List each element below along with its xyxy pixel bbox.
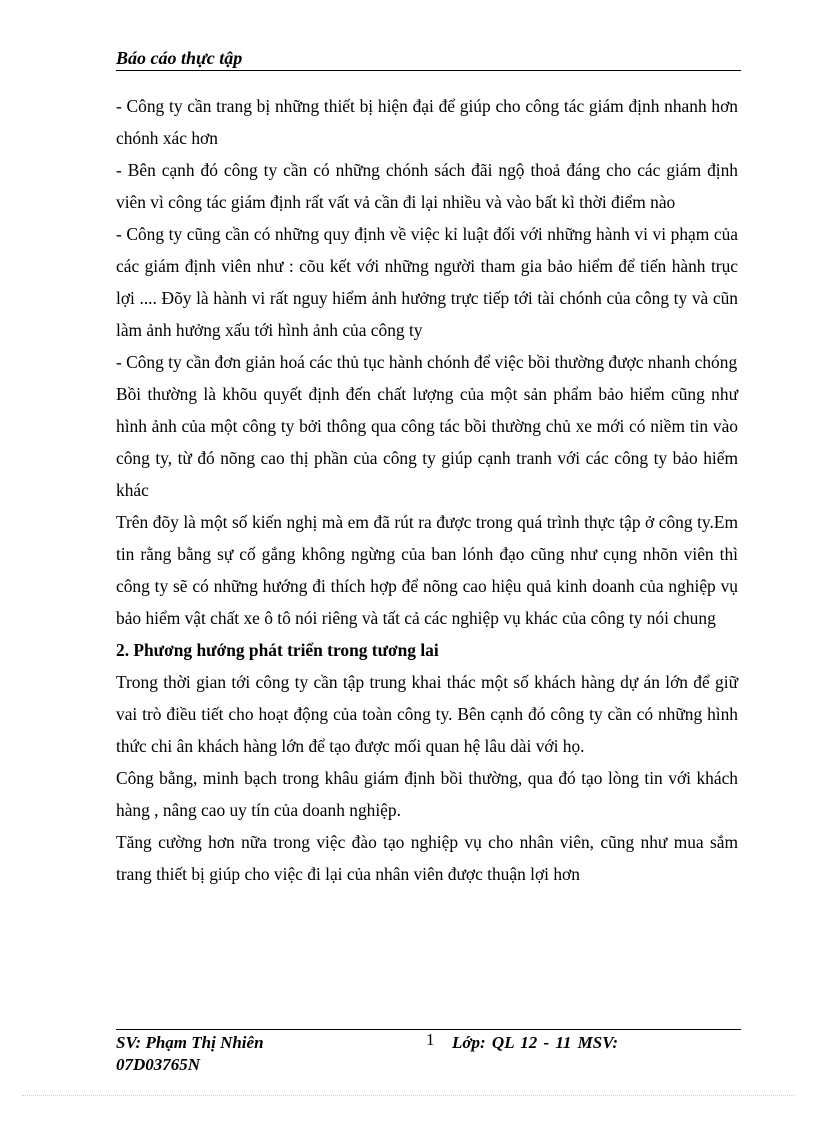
paragraph-staff-training: Tăng cường hơn nữa trong việc đào tạo nghiệp vụ cho nhân viên, cũng như mua sắm trang thiết bị giúp cho việc đi lại của nhân viên được thuận lợi hơn <box>116 832 738 884</box>
paragraph-discipline-rules: - Công ty cũng cần có những quy định về việc kỉ luật đối với những hành vi vi phạm của các giám định viên như : cõu kết với những người tham gia bảo hiểm để tiến hành trục lợi .... Đõy là hành vi rất nguy hiểm ảnh hưởng trực tiếp tới tài chónh của công ty và cũn làm ảnh hưởng xấu tới hình ảnh của công ty <box>116 224 738 340</box>
paragraph-key-customers: Trong thời gian tới công ty cần tập trung khai thác một số khách hàng dự án lớn để giữ vai trò điều tiết cho hoạt động của toàn công ty. Bên cạnh đó công ty cần có những hình thức chi ân khách hàng lớn để tạo được mối quan hệ lâu dài với họ. <box>116 672 738 756</box>
page-bottom-edge <box>22 1095 794 1096</box>
footer-student-id: 07D03765N <box>116 1055 201 1074</box>
header-divider <box>116 70 741 71</box>
paragraph-incentive-policy: - Bên cạnh đó công ty cần có những chónh sách đãi ngộ thoả đáng cho các giám định viên vì công tác giám định rất vất vả cần đi lại nhiều và vào bất kì thời điểm nào <box>116 160 738 212</box>
page-number: 1 <box>426 1030 435 1049</box>
paragraph-equipment: - Công ty cần trang bị những thiết bị hiện đại để giúp cho công tác giám định nhanh hơn chónh xác hơn <box>116 96 738 148</box>
paragraph-simplify-procedures: - Công ty cần đơn giản hoá các thủ tục hành chónh để việc bồi thường được nhanh chóng <box>116 352 738 372</box>
document-body <box>116 90 738 890</box>
paragraph-recommendations-summary: Trên đõy là một số kiến nghị mà em đã rút ra được trong quá trình thực tập ở công ty.Em tin rằng bằng sự cố gắng không ngừng của ban lónh đạo cũng như cụng nhõn viên thì công ty sẽ có những hướng đi thích hợp để nõng cao hiệu quả kinh doanh của nghiệp vụ bảo hiểm vật chất xe ô tô nói riêng và tất cả các nghiệp vụ khác của công ty nói chung <box>116 512 738 628</box>
footer-class-info: Lớp: QL 12 - 11 MSV: <box>452 1033 618 1052</box>
footer-student-info <box>116 1032 416 1076</box>
section-heading: 2. Phương hướng phát triển trong tương lai <box>116 640 439 660</box>
paragraph-transparency: Công bằng, minh bạch trong khâu giám định bồi thường, qua đó tạo lòng tin với khách hàng , nâng cao uy tín của doanh nghiệp. <box>116 768 738 820</box>
footer-student-name: SV: Phạm Thị Nhiên <box>116 1033 264 1052</box>
page-header-title: Báo cáo thực tập <box>116 48 243 68</box>
paragraph-claims-importance: Bồi thường là khõu quyết định đến chất lượng của một sản phẩm bảo hiểm cũng như hình ảnh của một công ty bởi thông qua công tác bồi thường chủ xe mới có niềm tin vào công ty, từ đó nõng cao thị phần của công ty giúp cạnh tranh với các công ty bảo hiểm khác <box>116 384 738 500</box>
